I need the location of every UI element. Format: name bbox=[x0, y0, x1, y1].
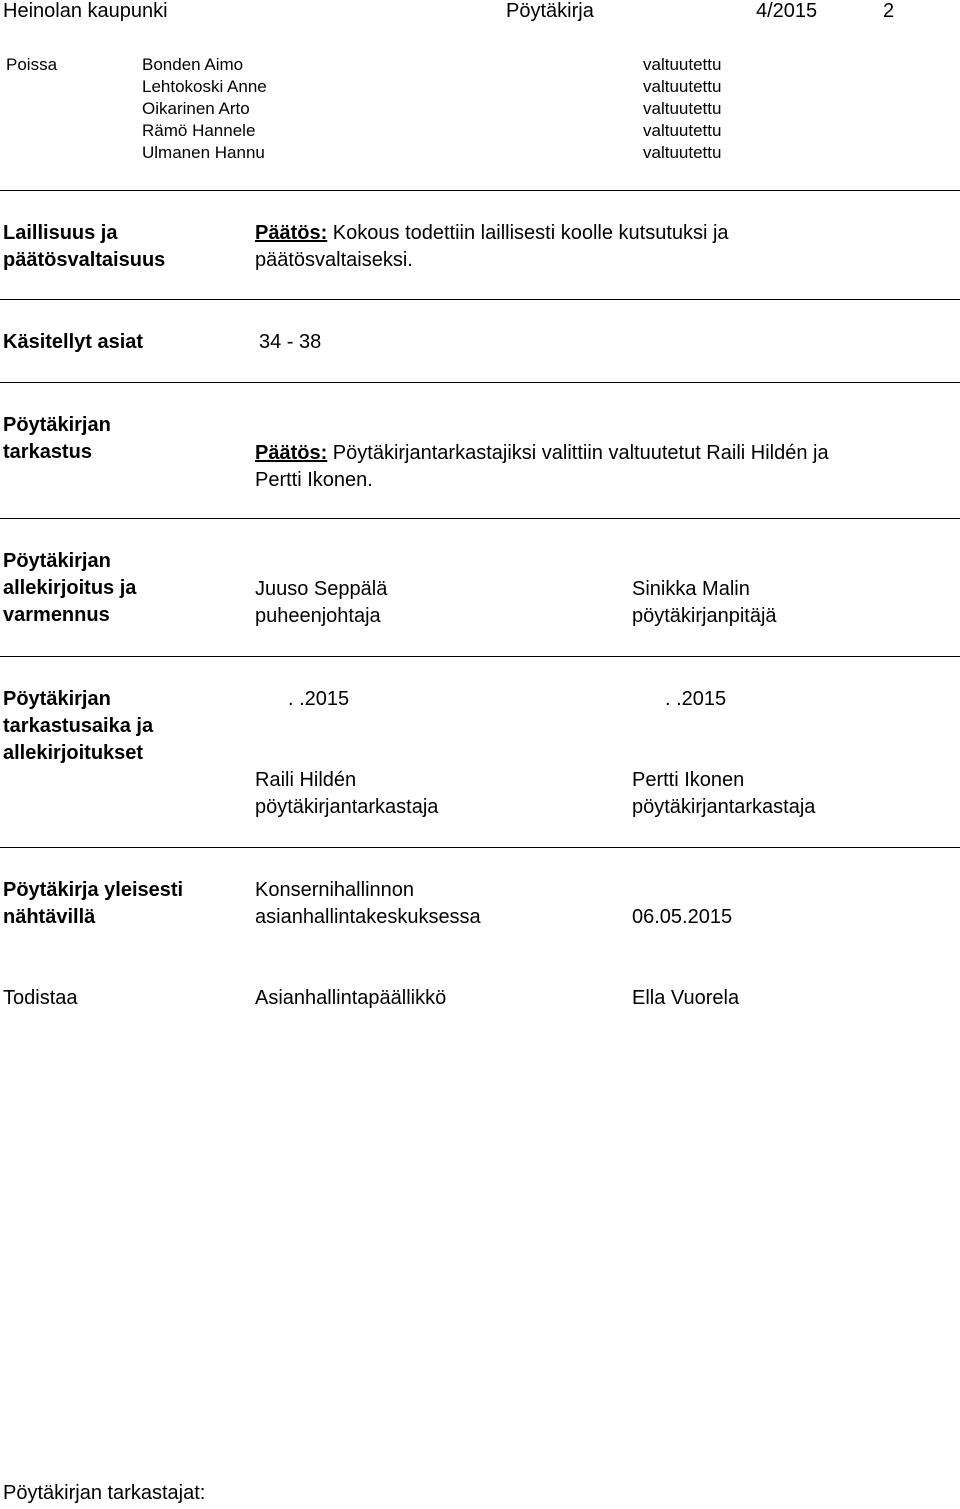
absent-role: valtuutettu bbox=[643, 55, 722, 74]
inspector-role: pöytäkirjantarkastaja bbox=[632, 796, 816, 818]
absent-name: Lehtokoski Anne bbox=[142, 77, 267, 96]
handled-value: 34 - 38 bbox=[259, 331, 322, 353]
decision-text: Pertti Ikonen. bbox=[255, 469, 373, 491]
absent-label: Poissa bbox=[6, 55, 58, 74]
legality-label: Laillisuus ja päätösvaltaisuus bbox=[3, 222, 166, 271]
absent-role: valtuutettu bbox=[643, 99, 722, 118]
review-decision bbox=[255, 440, 829, 494]
absent-role: valtuutettu bbox=[643, 77, 722, 96]
absent-name: Rämö Hannele bbox=[142, 121, 256, 140]
inspection-date-1: . .2015 bbox=[288, 688, 350, 710]
inspector-role: pöytäkirjantarkastaja bbox=[255, 796, 439, 818]
header-doc-type: Pöytäkirja bbox=[506, 0, 594, 22]
absent-name: Oikarinen Arto bbox=[142, 99, 250, 118]
inspection-date-2: . .2015 bbox=[665, 688, 727, 710]
secretary-name: Sinikka Malin bbox=[632, 578, 750, 600]
divider bbox=[0, 656, 960, 657]
inspection-label: Pöytäkirjan tarkastusaika ja allekirjoitukset bbox=[3, 688, 154, 764]
divider bbox=[0, 847, 960, 848]
decision-text: Kokous todettiin laillisesti koolle kutsutuksi ja bbox=[327, 222, 729, 244]
public-label: Pöytäkirja yleisesti nähtävillä bbox=[3, 879, 184, 928]
inspector-1-signature bbox=[255, 767, 438, 821]
decision-label: Päätös: bbox=[255, 442, 328, 464]
header-page-number: 2 bbox=[883, 0, 895, 22]
signing-label: Pöytäkirjan allekirjoitus ja varmennus bbox=[3, 550, 137, 626]
divider bbox=[0, 382, 960, 383]
chair-signature bbox=[255, 576, 387, 630]
absent-roles bbox=[643, 54, 721, 164]
secretary-role: pöytäkirjanpitäjä bbox=[632, 605, 777, 627]
decision-text: päätösvaltaiseksi. bbox=[255, 249, 413, 271]
header-doc-number: 4/2015 bbox=[756, 0, 818, 22]
absent-role: valtuutettu bbox=[643, 143, 722, 162]
absent-names bbox=[142, 54, 267, 164]
divider bbox=[0, 518, 960, 519]
divider bbox=[0, 190, 960, 191]
absent-name: Ulmanen Hannu bbox=[142, 143, 265, 162]
footer-inspectors-label: Pöytäkirjan tarkastajat: bbox=[3, 1482, 206, 1504]
inspector-name: Pertti Ikonen bbox=[632, 769, 745, 791]
divider bbox=[0, 299, 960, 300]
public-date: 06.05.2015 bbox=[632, 906, 733, 928]
secretary-signature bbox=[632, 576, 777, 630]
chair-role: puheenjohtaja bbox=[255, 605, 381, 627]
review-label: Pöytäkirjan tarkastus bbox=[3, 414, 111, 463]
header-municipality: Heinolan kaupunki bbox=[3, 0, 168, 22]
decision-label: Päätös: bbox=[255, 222, 328, 244]
chair-name: Juuso Seppälä bbox=[255, 578, 388, 600]
inspector-2-signature bbox=[632, 767, 815, 821]
inspector-name: Raili Hildén bbox=[255, 769, 357, 791]
legality-decision bbox=[255, 220, 729, 274]
certify-title: Asianhallintapäällikkö bbox=[255, 987, 447, 1009]
absent-name: Bonden Aimo bbox=[142, 55, 244, 74]
public-place: Konsernihallinnon asianhallintakeskuksessa bbox=[255, 879, 481, 928]
decision-text: Pöytäkirjantarkastajiksi valittiin valtuutetut Raili Hildén ja bbox=[327, 442, 829, 464]
certify-name: Ella Vuorela bbox=[632, 987, 740, 1009]
handled-label: Käsitellyt asiat bbox=[3, 331, 144, 353]
certify-label: Todistaa bbox=[3, 987, 78, 1009]
absent-role: valtuutettu bbox=[643, 121, 722, 140]
